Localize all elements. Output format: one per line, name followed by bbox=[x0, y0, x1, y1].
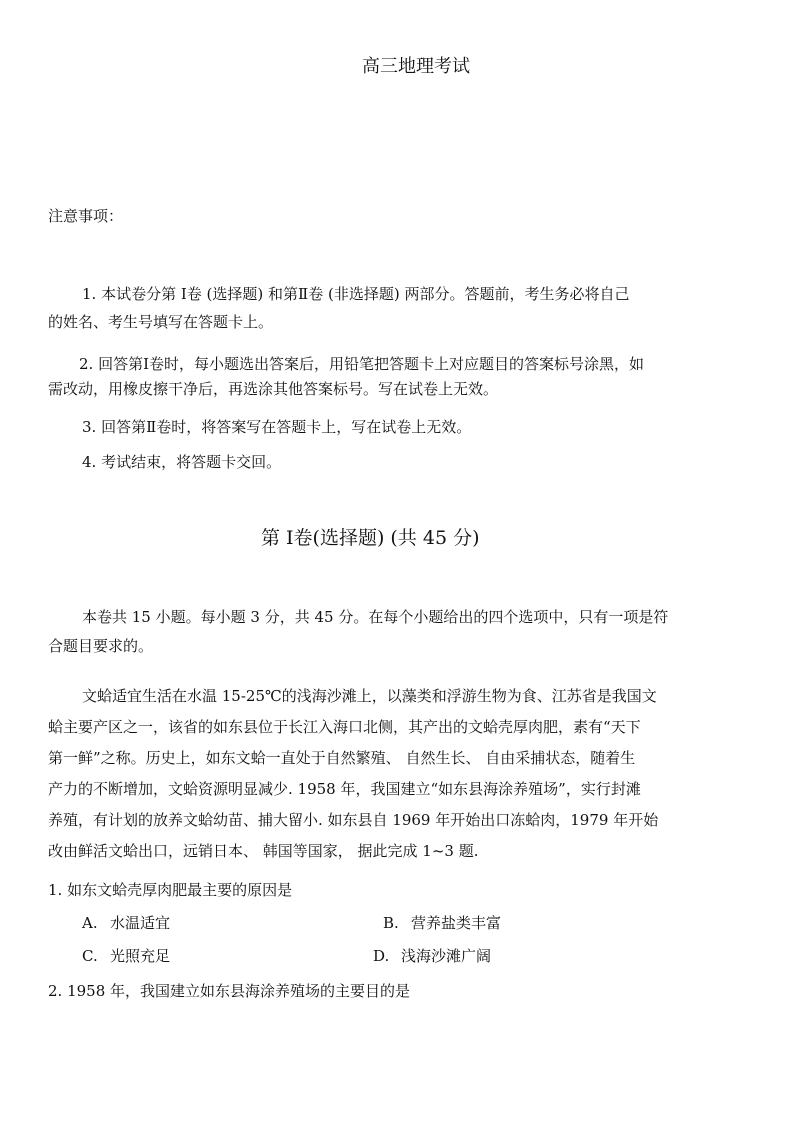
option-a bbox=[82, 912, 170, 933]
passage-line: 改由鲜活文蛤出口，远销日本、 韩国等国家， 据此完成 1~3 题. bbox=[48, 842, 479, 860]
notice-item-line: 4. 考试结束，将答题卡交回。 bbox=[82, 453, 282, 471]
option-label: A. bbox=[82, 914, 98, 932]
section-title: 第 Ⅰ卷(选择题) (共 45 分) bbox=[261, 527, 480, 549]
option-label: C. bbox=[82, 947, 98, 965]
option-label: D. bbox=[373, 947, 390, 965]
passage-line: 产力的不断增加，文蛤资源明显减少. 1958 年，我国建立“如东县海涂养殖场”，实行封滩 bbox=[48, 780, 641, 798]
intro-line: 本卷共 15 小题。每小题 3 分，共 45 分。在每个小题给出的四个选项中，只有一项是符 bbox=[82, 608, 669, 626]
page-title: 高三地理考试 bbox=[362, 56, 470, 77]
notice-heading: 注意事项： bbox=[48, 207, 124, 225]
passage-line: 第一鲜”之称。历史上，如东文蛤一直处于自然繁殖、 自然生长、 自由采捕状态，随着生 bbox=[48, 749, 636, 767]
question-stem: 1. 如东文蛤壳厚肉肥最主要的原因是 bbox=[48, 881, 293, 899]
notice-item-line: 2. 回答第Ⅰ卷时，每小题选出答案后，用铅笔把答题卡上对应题目的答案标号涂黑，如 bbox=[79, 355, 645, 373]
intro-line: 合题目要求的。 bbox=[48, 637, 154, 655]
notice-item-line: 3. 回答第Ⅱ卷时，将答案写在答题卡上，写在试卷上无效。 bbox=[82, 418, 472, 436]
option-d bbox=[373, 945, 491, 966]
option-text: 浅海沙滩广阔 bbox=[401, 947, 492, 965]
option-text: 光照充足 bbox=[110, 947, 171, 965]
option-label: B. bbox=[383, 914, 399, 932]
option-text: 营养盐类丰富 bbox=[411, 914, 502, 932]
notice-item-line: 1. 本试卷分第 Ⅰ卷 (选择题) 和第Ⅱ卷 (非选择题) 两部分。答题前，考生务必将自己 bbox=[82, 285, 630, 303]
option-b bbox=[383, 912, 501, 933]
question-stem: 2. 1958 年，我国建立如东县海涂养殖场的主要目的是 bbox=[48, 982, 411, 1000]
option-c bbox=[82, 945, 170, 966]
notice-item-line: 需改动，用橡皮擦干净后，再选涂其他答案标号。写在试卷上无效。 bbox=[48, 380, 499, 398]
passage-line: 养殖，有计划的放养文蛤幼苗、捕大留小. 如东县自 1969 年开始出口冻蛤肉，1979 年开始 bbox=[48, 811, 659, 829]
passage-line: 文蛤适宜生活在水温 15-25℃的浅海沙滩上，以藻类和浮游生物为食、江苏省是我国文 bbox=[82, 687, 657, 705]
option-text: 水温适宜 bbox=[110, 914, 171, 932]
passage-line: 蛤主要产区之一，该省的如东县位于长江入海口北侧，其产出的文蛤壳厚肉肥，素有“天下 bbox=[48, 718, 641, 736]
notice-item-line: 的姓名、考生号填写在答题卡上。 bbox=[48, 313, 274, 331]
